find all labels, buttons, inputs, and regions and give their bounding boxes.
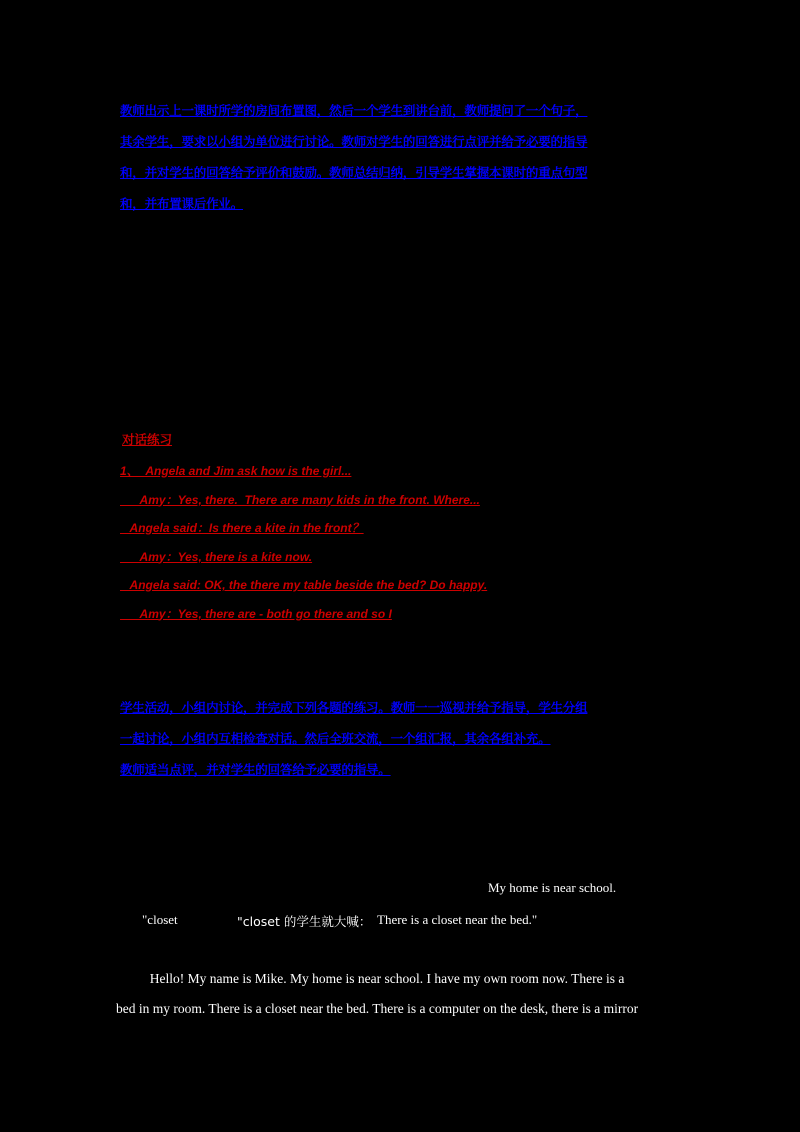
intro-line-2: 其余学生，要求以小组为单位进行讨论。教师对学生的回答进行点评并给予必要的指导 (120, 134, 588, 149)
second-line-3: 教师适当点评，并对学生的回答给予必要的指导。 (120, 762, 391, 777)
second-line-1: 学生活动，小组内讨论，并完成下列各题的练习。教师一一巡视并给予指导，学生分组 (120, 700, 588, 715)
dialogue-line-1: 1、 Angela and Jim ask how is the girl... (120, 464, 352, 478)
example-middle-text: "closet 的学生就大喊： (237, 914, 372, 929)
intro-line-1: 教师出示上一课时所学的房间布置图，然后一个学生到讲台前，教师提问了一个句子， (120, 103, 588, 118)
second-paragraph (120, 692, 700, 785)
dialogue-line-5: Angela said: OK, the there my table beside the bed? Do happy. (120, 578, 488, 592)
dialogue-section-title: 对话练习 (122, 433, 173, 447)
reading-line-1: Hello! My name is Mike. My home is near school. I have my own room now. There is a (116, 971, 625, 986)
example-quote-open: "closet (142, 912, 178, 927)
intro-paragraph (120, 95, 700, 219)
example-sentence: There is a closet near the bed." (377, 912, 538, 927)
dialogue-line-3: Angela said：Is there a kite in the front？ (120, 521, 364, 535)
example-right-sentence: My home is near school. (488, 880, 617, 895)
reading-line-2: bed in my room. There is a closet near the bed. There is a computer on the desk, there is a mirror (116, 1001, 639, 1016)
second-line-2: 一起讨论，小组内互相检查对话。然后全班交流，一个组汇报，其余各组补充。 (120, 731, 551, 746)
dialogue-lines (120, 457, 700, 628)
dialogue-line-4: Amy：Yes, there is a kite now. (120, 549, 313, 564)
dialogue-line-6: Amy：Yes, there are - both go there and so I (120, 606, 392, 621)
reading-passage (116, 964, 686, 1024)
intro-line-4: 和，并布置课后作业。 (120, 196, 244, 211)
intro-line-3: 和，并对学生的回答给予评价和鼓励。教师总结归纳，引导学生掌握本课时的重点句型 (120, 165, 588, 180)
dialogue-line-2: Amy：Yes, there. There are many kids in the front. Where... (120, 492, 480, 507)
